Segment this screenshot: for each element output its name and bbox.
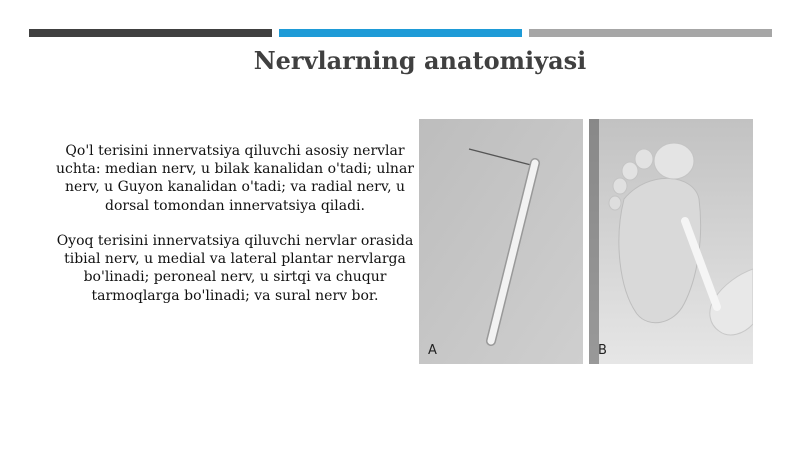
panel-a-label: A [428, 343, 437, 358]
paragraph-foot-nerves: Oyoq terisini innervatsiya qiluvchi nervlar orasida tibial nerv, u medial va lateral plantar nervlarga bo'linadi; peroneal nerv, u sirtqi va chuqur tarmoqlarga bo'linadi; va sural nerv bor. [56, 233, 414, 304]
monofilament-image [419, 119, 583, 364]
monofilament-illustration [419, 119, 583, 364]
top-bar-gray [529, 29, 772, 37]
foot-illustration [589, 119, 753, 364]
panel-b-label: B [598, 343, 607, 358]
top-bar-dark [29, 29, 272, 37]
slide-title: Nervlarning anatomiyasi [253, 46, 587, 75]
big-toe [654, 143, 694, 179]
paragraph-hand-nerves: Qo'l terisini innervatsiya qiluvchi asosiy nervlar uchta: median nerv, u bilak kanalidan o'tadi; ulnar nerv, u Guyon kanalidan o'tadi; va radial nerv, u dorsal tomondan innervatsiya qiladi. [56, 143, 414, 214]
top-bar-blue [279, 29, 522, 37]
foot-sole-test-image [589, 119, 753, 364]
